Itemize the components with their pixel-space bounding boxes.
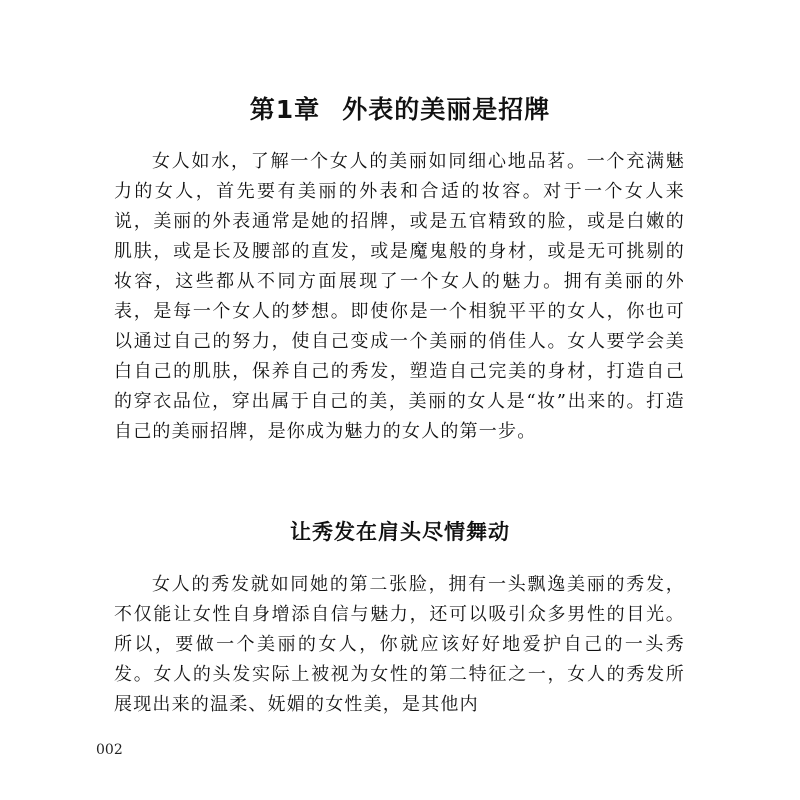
chapter-intro-paragraph: 女人如水，了解一个女人的美丽如同细心地品茗。一个充满魅力的女人，首先要有美丽的外表和合适的妆容。对于一个女人来说，美丽的外表通常是她的招牌，或是五官精致的脸，或是白嫩的肌肤，或是长及腰部的直发，或是魔鬼般的身材，或是无可挑剔的妆容，这些都从不同方面展现了一个女人的魅力。拥有美丽的外表，是每一个女人的梦想。即使你是一个相貌平平的女人，你也可以通过自己的努力，使自己变成一个美丽的俏佳人。女人要学会美白自己的肌肤，保养自己的秀发，塑造自己完美的身材，打造自己的穿衣品位，穿出属于自己的美，美丽的女人是“妆”出来的。打造自己的美丽招牌，是你成为魅力的女人的第一步。 bbox=[114, 151, 685, 442]
section-paragraph: 女人的秀发就如同她的第二张脸，拥有一头飘逸美丽的秀发，不仅能让女性自身增添自信与魅力，还可以吸引众多男性的目光。所以，要做一个美丽的女人，你就应该好好地爱护自己的一头秀发。女人的头发实际上被视为女性的第二特征之一，女人的秀发所展现出来的温柔、妩媚的女性美，是其他内 bbox=[114, 574, 685, 715]
page-number: 002 bbox=[96, 742, 123, 758]
chapter-label: 第1章 bbox=[249, 95, 321, 124]
chapter-heading: 外表的美丽是招牌 bbox=[342, 95, 551, 124]
chapter-title bbox=[0, 90, 800, 126]
section-title: 让秀发在肩头尽情舞动 bbox=[290, 520, 510, 544]
